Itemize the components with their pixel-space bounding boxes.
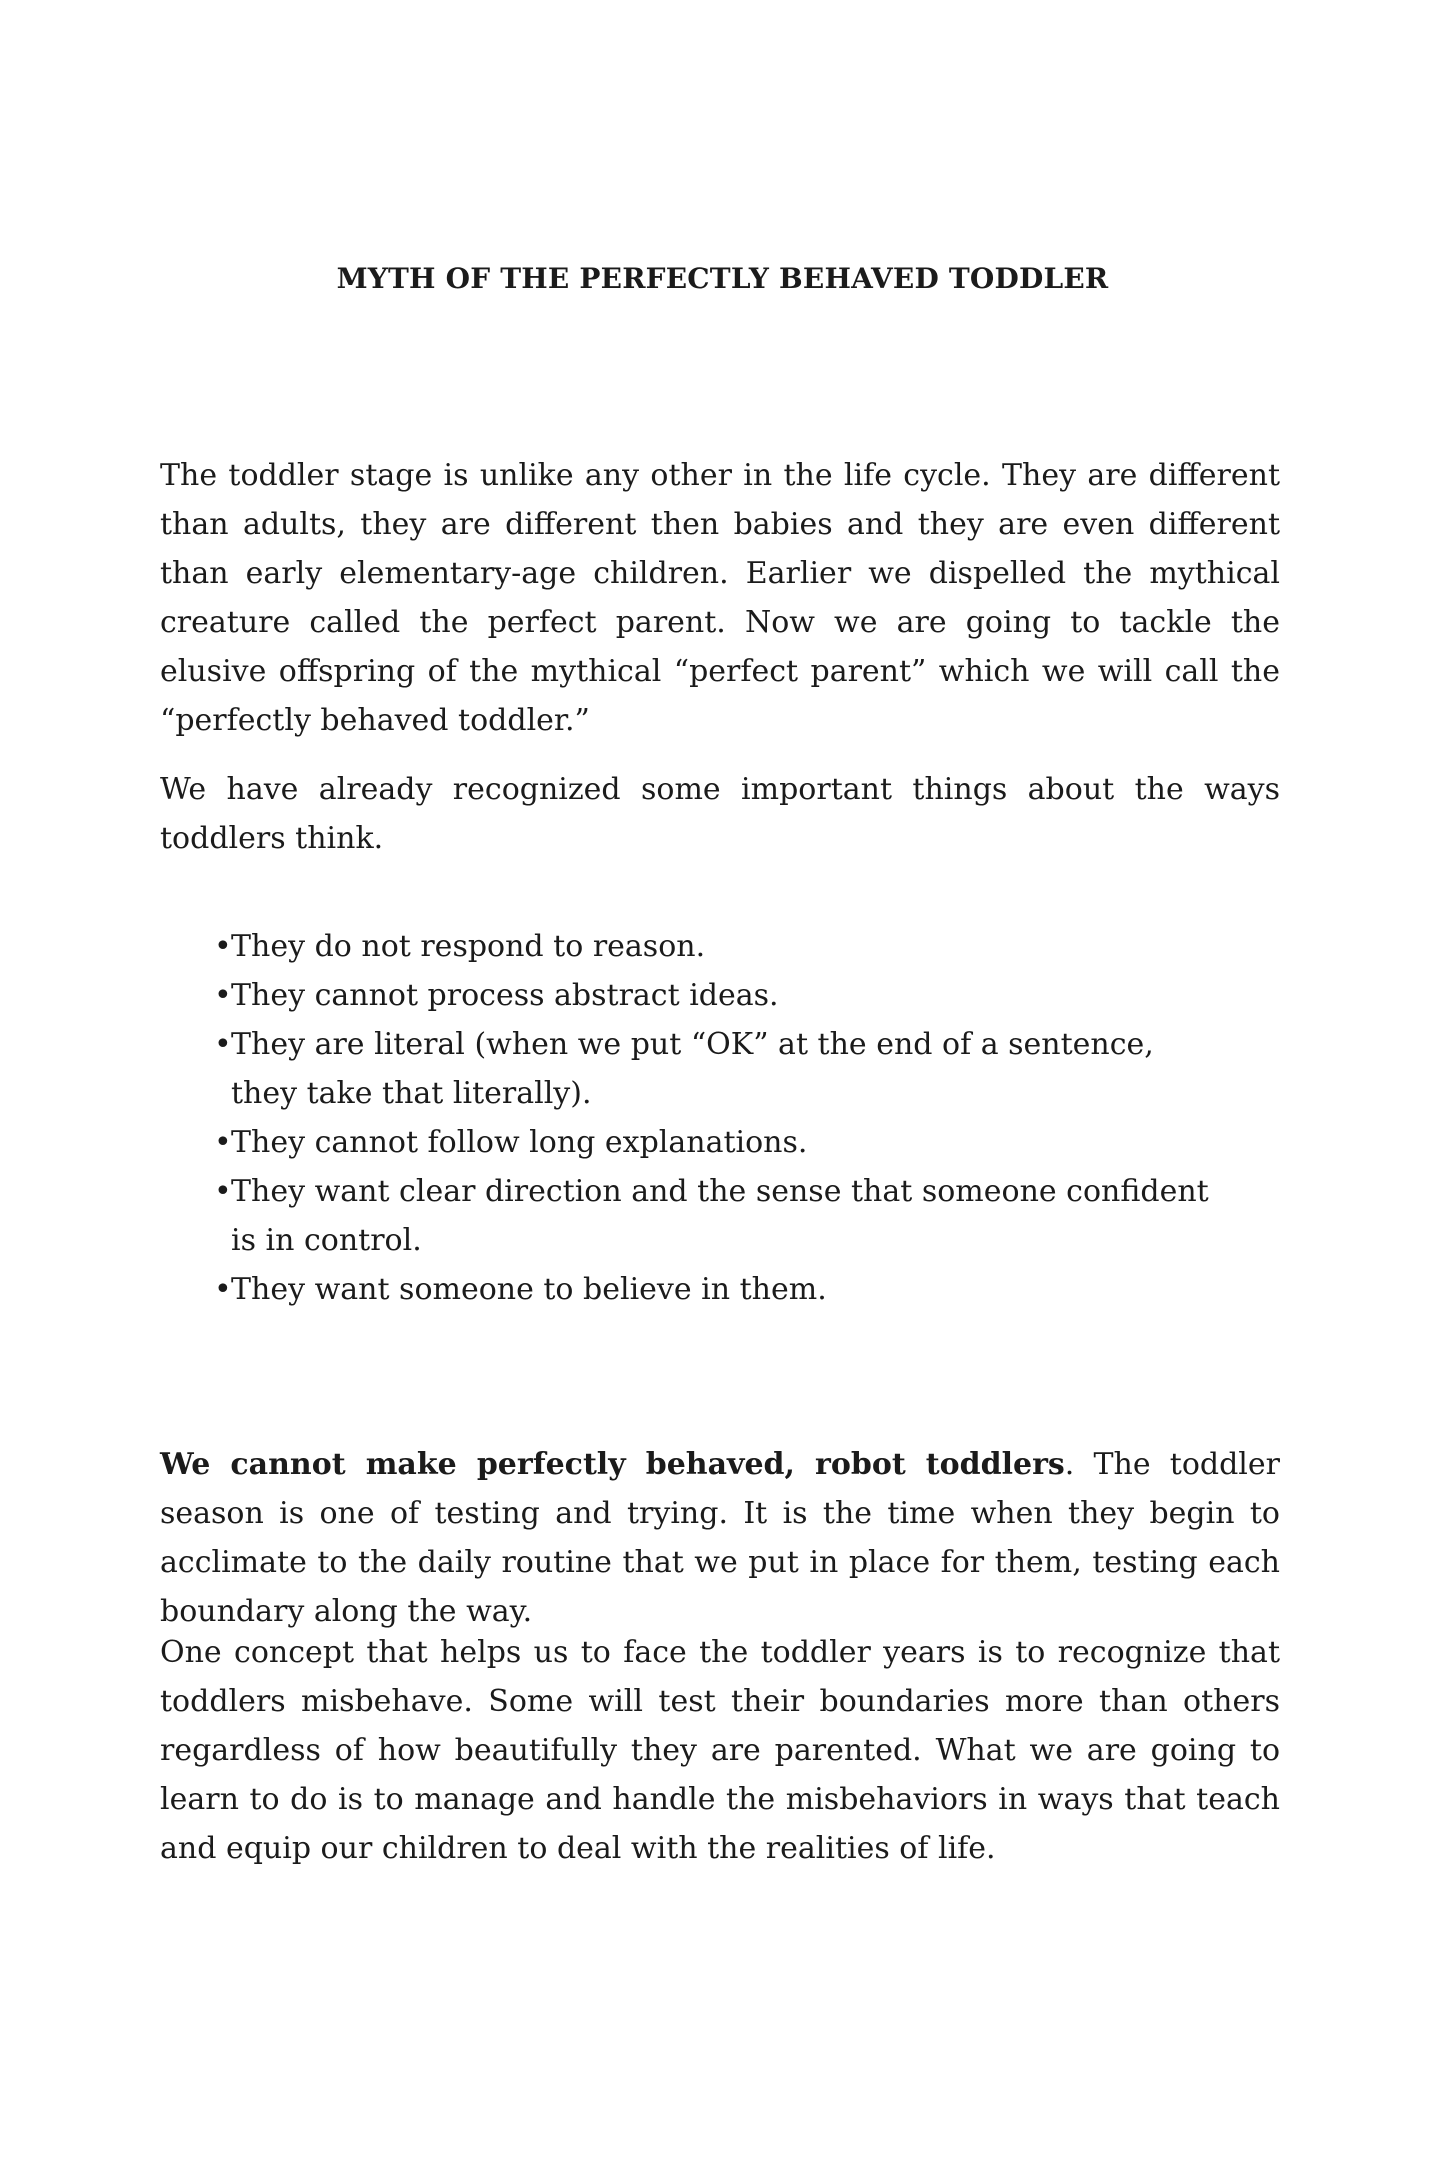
list-item: [214, 1118, 1224, 1167]
bullet-icon: •: [214, 929, 232, 964]
intro-paragraph: The toddler stage is unlike any other in the life cycle. They are different than adults, they are different then babies and they are even different than early elementary-age children. Earlier we dispelled the mythical creature called the perfect parent. Now we are going to tackle the elusive offspring of the mythical “perfect parent” which we will call the “perfectly behaved toddler.”: [160, 458, 1280, 738]
list-item-text: They cannot follow long explanations.: [231, 1125, 808, 1160]
bullet-icon: •: [214, 1027, 232, 1062]
list-item-text: They do not respond to reason.: [231, 929, 706, 964]
list-item: [214, 1265, 1224, 1314]
list-item-text: They are literal (when we put “OK” at the end of a sentence, they take that literally).: [231, 1027, 1154, 1111]
bullet-icon: •: [214, 1174, 232, 1209]
list-item-text: They cannot process abstract ideas.: [231, 978, 779, 1013]
bullet-icon: •: [214, 978, 232, 1013]
toddler-traits-list: [214, 922, 1224, 1314]
list-item: [214, 971, 1224, 1020]
bullet-icon: •: [214, 1272, 232, 1307]
list-item: [214, 1020, 1224, 1118]
list-item-text: They want someone to believe in them.: [231, 1272, 827, 1307]
misbehavior-paragraph: One concept that helps us to face the toddler years is to recognize that toddlers misbehave. Some will test their boundaries more than others regardless of how beautifully they are parented. What we are going to learn to do is to manage and handle the misbehaviors in ways that teach and equip our children to deal with the realities of life.: [160, 1635, 1280, 1866]
paragraph-text: . The toddler season is one of testing and trying. It is the time when they begin to acclimate to the daily routine that we put in place for them, testing each boundary along the way.: [160, 1447, 1280, 1629]
robot-toddlers-paragraph: [160, 1440, 1280, 1636]
list-item: [214, 1167, 1224, 1265]
recognition-paragraph: We have already recognized some important things about the ways toddlers think.: [160, 772, 1280, 856]
section-heading: MYTH OF THE PERFECTLY BEHAVED TODDLER: [336, 262, 1109, 295]
bullet-icon: •: [214, 1125, 232, 1160]
list-item: [214, 922, 1224, 971]
emphasis-text: We cannot make perfectly behaved, robot toddlers: [160, 1447, 1065, 1482]
list-item-text: They want clear direction and the sense that someone confident is in control.: [231, 1174, 1209, 1258]
